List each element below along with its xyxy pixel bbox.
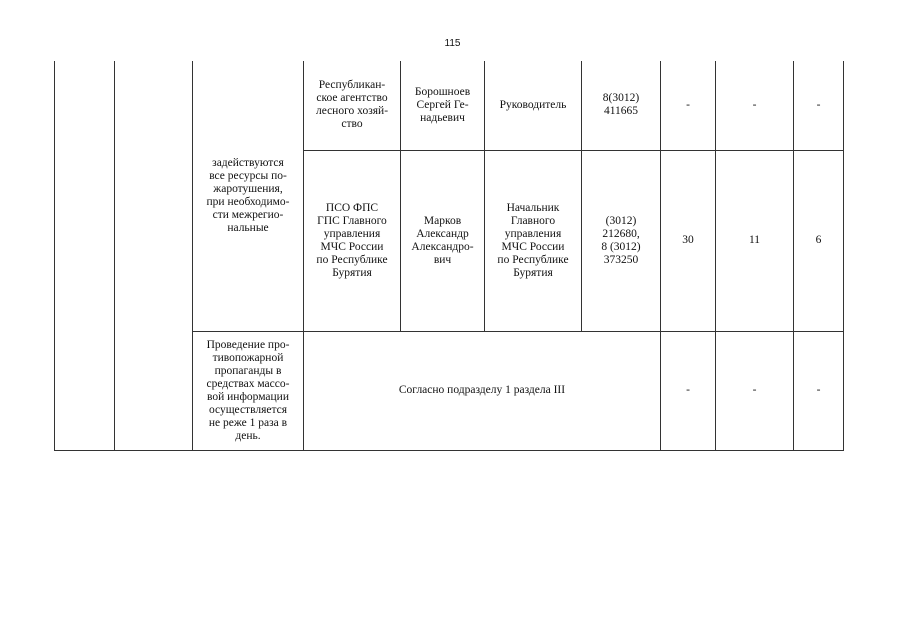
text-line: лесного хозяй- [315, 105, 389, 118]
person-cell [401, 150, 485, 331]
count-cell-2: - [716, 331, 794, 450]
text-line: Сергей Ге- [416, 98, 469, 111]
text-line: все ресурсы по- [209, 169, 287, 182]
text-line: Бурятия [332, 266, 372, 279]
count-cell-1: 30 [661, 150, 716, 331]
page-number: 115 [444, 38, 461, 49]
count-cell-3: - [794, 331, 844, 450]
phone-cell [582, 61, 661, 150]
text-line: 373250 [603, 253, 639, 266]
number-cell [55, 61, 115, 450]
text-line: сти межрегио- [212, 208, 284, 221]
text-line: не реже 1 раза в [208, 416, 288, 429]
text-line: 8 (3012) [601, 240, 641, 253]
text-line: тивопожарной [212, 351, 284, 364]
text-line: день. [235, 429, 261, 442]
position-cell [485, 150, 582, 331]
text-line: пропаганды в [214, 364, 282, 377]
count-cell-1: - [661, 61, 716, 150]
text-line: Марков [423, 214, 462, 227]
organization-cell [304, 150, 401, 331]
text-line: Проведение про- [206, 338, 290, 351]
count-cell-1: - [661, 331, 716, 450]
text-line: по Республике [497, 253, 569, 266]
text-line: Борошноев [414, 85, 471, 98]
text-line: Главного [510, 214, 556, 227]
text-line: Руководитель [499, 98, 567, 111]
text-line: ское агентство [316, 92, 388, 105]
text-line: ГПС Главного [317, 214, 387, 227]
activity-cell [193, 331, 304, 450]
text-line: ПСО ФПС [325, 201, 379, 214]
count-cell-3: 6 [794, 150, 844, 331]
text-line: Республикан- [318, 79, 386, 92]
text-line: ство [341, 118, 363, 131]
response-table [54, 61, 844, 451]
count-cell-2: - [716, 61, 794, 150]
organization-cell [304, 61, 401, 150]
text-line: Начальник [506, 201, 560, 214]
text-line: Александро- [411, 240, 474, 253]
count-cell-3: - [794, 61, 844, 150]
note-cell: Согласно подразделу 1 раздела III [304, 331, 661, 450]
text-line: Бурятия [513, 266, 553, 279]
text-line: задействуются [212, 156, 284, 169]
phone-cell [582, 150, 661, 331]
text-line: нальные [227, 221, 269, 234]
text-line: осуществляется [208, 403, 288, 416]
activity-cell [193, 61, 304, 331]
text-line: 8(3012) [602, 92, 640, 105]
text-line: при необходимо- [206, 195, 290, 208]
person-cell [401, 61, 485, 150]
text-line: 212680, [602, 227, 640, 240]
text-line: управления [323, 227, 381, 240]
text-line: МЧС России [501, 240, 565, 253]
text-line: средствах массо- [206, 377, 290, 390]
text-line: вой информации [207, 390, 289, 403]
text-line: управления [504, 227, 562, 240]
text-line: вич [433, 253, 452, 266]
text-line: жаротушения, [213, 182, 283, 195]
text-line: МЧС России [320, 240, 384, 253]
category-cell [115, 61, 193, 450]
table-row [55, 61, 844, 150]
count-cell-2: 11 [716, 150, 794, 331]
text-line: по Республике [316, 253, 388, 266]
text-line: надьевич [420, 111, 465, 124]
text-line: Александр [416, 227, 469, 240]
text-line: (3012) [605, 214, 637, 227]
text-line: 411665 [603, 105, 639, 118]
position-cell [485, 61, 582, 150]
